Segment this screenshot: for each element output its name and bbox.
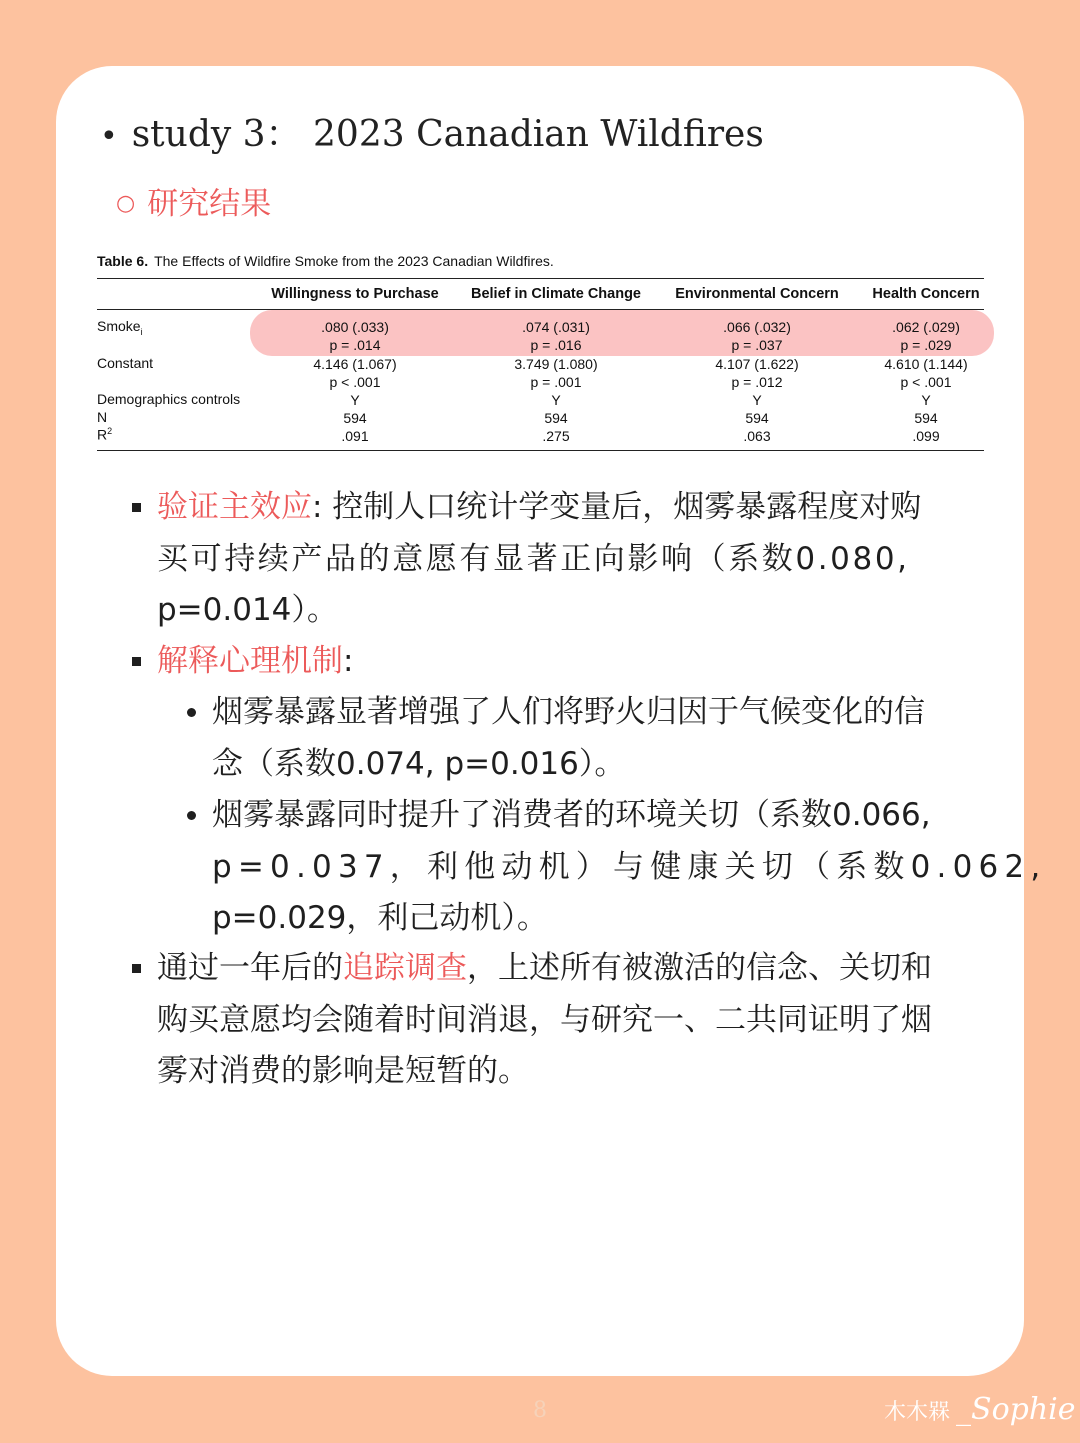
point-mechanism-label: 解释心理机制 [157,643,343,679]
constant-coef-0: 4.146 (1.067) [313,356,397,372]
smoke-coef-3: .062 (.029) [892,319,960,335]
table-bottom-rule [97,450,984,451]
row-label-smoke: Smoke$_i$ [97,318,143,337]
smoke-coef-0: .080 (.033) [321,319,389,335]
sub-point-belief: 烟雾暴露显著增强了人们将野火归因于气候变化的信 念（系数0.074, p=0.016）。 [212,694,925,782]
col-header-environmental: Environmental Concern [675,286,839,302]
smoke-coef-1: .074 (.031) [522,319,590,335]
sub-point-concern: 烟雾暴露同时提升了消费者的环境关切（系数0.066, p=0.037，利他动机）与健康关切（系数0.062, p=0.029，利己动机）。 [212,797,1047,936]
smoke-coef-2: .066 (.032) [723,319,791,335]
follow-up-highlight: 追踪调查 [343,950,467,986]
table-top-rule [97,278,984,279]
table-caption [97,253,554,269]
n-3: 594 [914,410,938,426]
row-label-demographics: Demographics controls [97,391,241,407]
col-header-willingness: Willingness to Purchase [271,286,439,302]
demographics-0: Y [350,392,360,408]
row-label-n: N [97,409,108,425]
dot-bullet-2 [187,811,196,820]
constant-coef-3: 4.610 (1.144) [884,356,968,372]
smoke-p-1: p = .016 [530,337,582,353]
square-bullet-3 [132,964,141,973]
table-caption-label: Table 6. [97,253,149,269]
demographics-3: Y [921,392,931,408]
section-subtitle [116,178,271,223]
constant-p-1: p = .001 [530,374,582,390]
study-title [100,106,764,157]
square-bullet-1 [132,503,141,512]
demographics-2: Y [752,392,762,408]
dot-bullet-1 [187,708,196,717]
smoke-p-0: p = .014 [329,337,381,353]
point-main-effect-label: 验证主效应 [157,489,312,525]
r2-3: .099 [912,428,940,444]
constant-p-3: p < .001 [900,374,952,390]
constant-coef-1: 3.749 (1.080) [514,356,598,372]
smoke-p-3: p = .029 [900,337,952,353]
table-caption-text: The Effects of Wildfire Smoke from the 2023 Canadian Wildfires. [154,253,554,269]
r2-1: .275 [542,428,570,444]
point-follow-up: 通过一年后的追踪调查，上述所有被激活的信念、关切和 购买意愿均会随着时间消退，与研究一、二共同证明了烟 雾对消费的影响是短暂的。 [157,950,932,1089]
constant-coef-2: 4.107 (1.622) [715,356,799,372]
square-bullet-2 [132,657,141,666]
n-0: 594 [343,410,367,426]
smoke-p-2: p = .037 [731,337,783,353]
r2-0: .091 [341,428,369,444]
subtitle-text: 研究结果 [147,186,272,222]
constant-p-2: p = .012 [731,374,783,390]
author-signature: 木木槑 _Sophie [884,1392,1076,1427]
subtitle-bullet: ○ [116,191,136,216]
constant-p-0: p < .001 [329,374,381,390]
n-1: 594 [544,410,568,426]
point-mechanism: 解释心理机制: [157,643,354,679]
point-main-effect: 验证主效应: 控制人口统计学变量后，烟雾暴露程度对购 买可持续产品的意愿有显著正向影响（系数0.080, p=0.014）。 [157,489,922,628]
col-header-belief: Belief in Climate Change [470,286,642,302]
n-2: 594 [745,410,769,426]
row-label-constant: Constant [97,355,154,371]
row-label-r2: $R^2$ [97,426,113,443]
signature-script: _Sophie [956,1392,1076,1427]
page-number: 8 [533,1398,547,1423]
demographics-1: Y [551,392,561,408]
title-text: study 3： 2023 Canadian Wildfires [131,114,764,155]
title-bullet: • [100,119,118,154]
col-header-health: Health Concern [872,286,980,302]
r2-2: .063 [743,428,771,444]
